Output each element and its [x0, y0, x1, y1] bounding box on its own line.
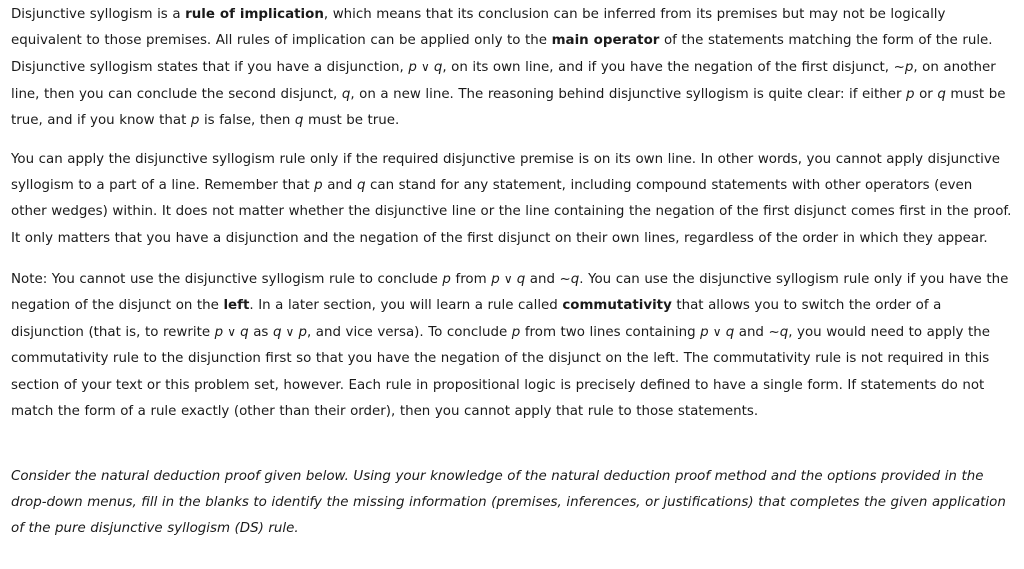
negation-symbol: ~ [768, 325, 780, 341]
text: must be true. [303, 112, 400, 128]
text: is false, then [199, 112, 295, 128]
text: , on a new line. The reasoning behind disjunctive syllogism is quite clear: if either [350, 86, 907, 102]
variable-q: q [433, 60, 443, 76]
text: that allows you to switch the order of a disjunction (that is, to rewrite [11, 298, 942, 341]
variable-q: q [341, 86, 351, 102]
text: or [914, 86, 938, 102]
variable-q: q [356, 178, 366, 194]
text: Note: You cannot use the disjunctive syllogism rule to conclude [11, 271, 443, 287]
bold-term-rule-of-implication: rule of implication [185, 7, 324, 22]
variable-q: q [570, 271, 580, 287]
variable-q: q [272, 325, 282, 341]
text: You can apply the disjunctive syllogism rule only if the required disjunctive premise is on its own line. In other words, you cannot apply disjunctive syllogism to a part of a line. Remember that [11, 152, 1001, 194]
text: from [450, 271, 492, 287]
variable-p: p [906, 86, 915, 102]
variable-p: p [314, 178, 323, 194]
variable-p: p [190, 112, 200, 128]
variable-q: q [725, 325, 735, 341]
disjunction-symbol: ∨ [281, 325, 299, 340]
negation-symbol: ~ [559, 271, 571, 287]
text: as [248, 325, 273, 341]
variable-p: p [442, 271, 451, 287]
paragraph-own-line-requirement [11, 147, 1012, 252]
variable-p: p [491, 271, 500, 287]
variable-q: q [516, 271, 526, 287]
text: , which means that its conclusion can be inferred from its premises but may not be logically equivalent to those premises. All rules of implication can be applied only to the [11, 7, 946, 49]
text: and [525, 271, 560, 287]
paragraph-instructions: Consider the natural deduction proof given below. Using your knowledge of the natural deduction proof method and the options provided in the drop-down menus, fill in the blanks to identify the missing information (premises, inferences, or justifications) that completes the given application of the pure disjunctive syllogism (DS) rule. [11, 469, 1006, 537]
text: , on another line, then you can conclude the second disjunct, [11, 60, 996, 102]
text: of the statements matching the form of the rule. Disjunctive syllogism states that if you have a disjunction, [11, 33, 993, 76]
variable-q: q [937, 86, 946, 102]
text: , and vice versa). To conclude [306, 325, 512, 341]
text: . In a later section, you will learn a rule called [249, 298, 563, 314]
disjunction-symbol: ∨ [708, 325, 726, 340]
paragraph-note-commutativity [11, 266, 1012, 425]
variable-p: p [511, 325, 521, 341]
text: and [322, 178, 357, 194]
variable-q: q [779, 325, 789, 341]
variable-p: p [214, 325, 224, 341]
disjunction-symbol: ∨ [416, 60, 434, 75]
variable-p: p [408, 60, 417, 76]
variable-q: q [240, 325, 249, 341]
variable-p: p [298, 325, 307, 341]
bold-term-commutativity: commutativity [562, 298, 672, 314]
text: and [734, 325, 769, 341]
disjunction-symbol: ∨ [223, 325, 241, 340]
text: from two lines containing [520, 325, 701, 341]
variable-q: q [294, 112, 304, 128]
text: must be true, and if you know that [11, 86, 1006, 128]
text: , on its own line, and if you have the negation of the first disjunct, [442, 60, 894, 76]
text: , you would need to apply the commutativity rule to the disjunction first so that you have the negation of the disjunct on the left. The commutativity rule is not required in this section of your text or this problem set, however. Each rule in propositional logic is precisely defined to have a single form. If statements do not match the form of a rule exactly (other than their order), then you cannot apply that rule to those statements. [11, 325, 991, 419]
variable-p: p [700, 325, 709, 341]
disjunction-symbol: ∨ [499, 271, 517, 286]
bold-term-main-operator: main operator [551, 33, 660, 49]
text: can stand for any statement, including compound statements with other operators (even other wedges) within. It does not matter whether the disjunctive line or the line containing the negation of the first disjunct comes first in the proof. It only matters that you have a disjunction and the negation of the first disjunct on their own lines, regardless of the order in which they appear. [11, 178, 1012, 246]
paragraph-disjunctive-syllogism-definition [11, 2, 1012, 134]
text: Disjunctive syllogism is a [11, 7, 186, 22]
negation-symbol: ~ [893, 60, 905, 76]
bold-term-left: left [223, 298, 250, 314]
text: . You can use the disjunctive syllogism rule only if you have the negation of the disjunct on the [11, 271, 1009, 314]
variable-p: p [904, 60, 914, 76]
